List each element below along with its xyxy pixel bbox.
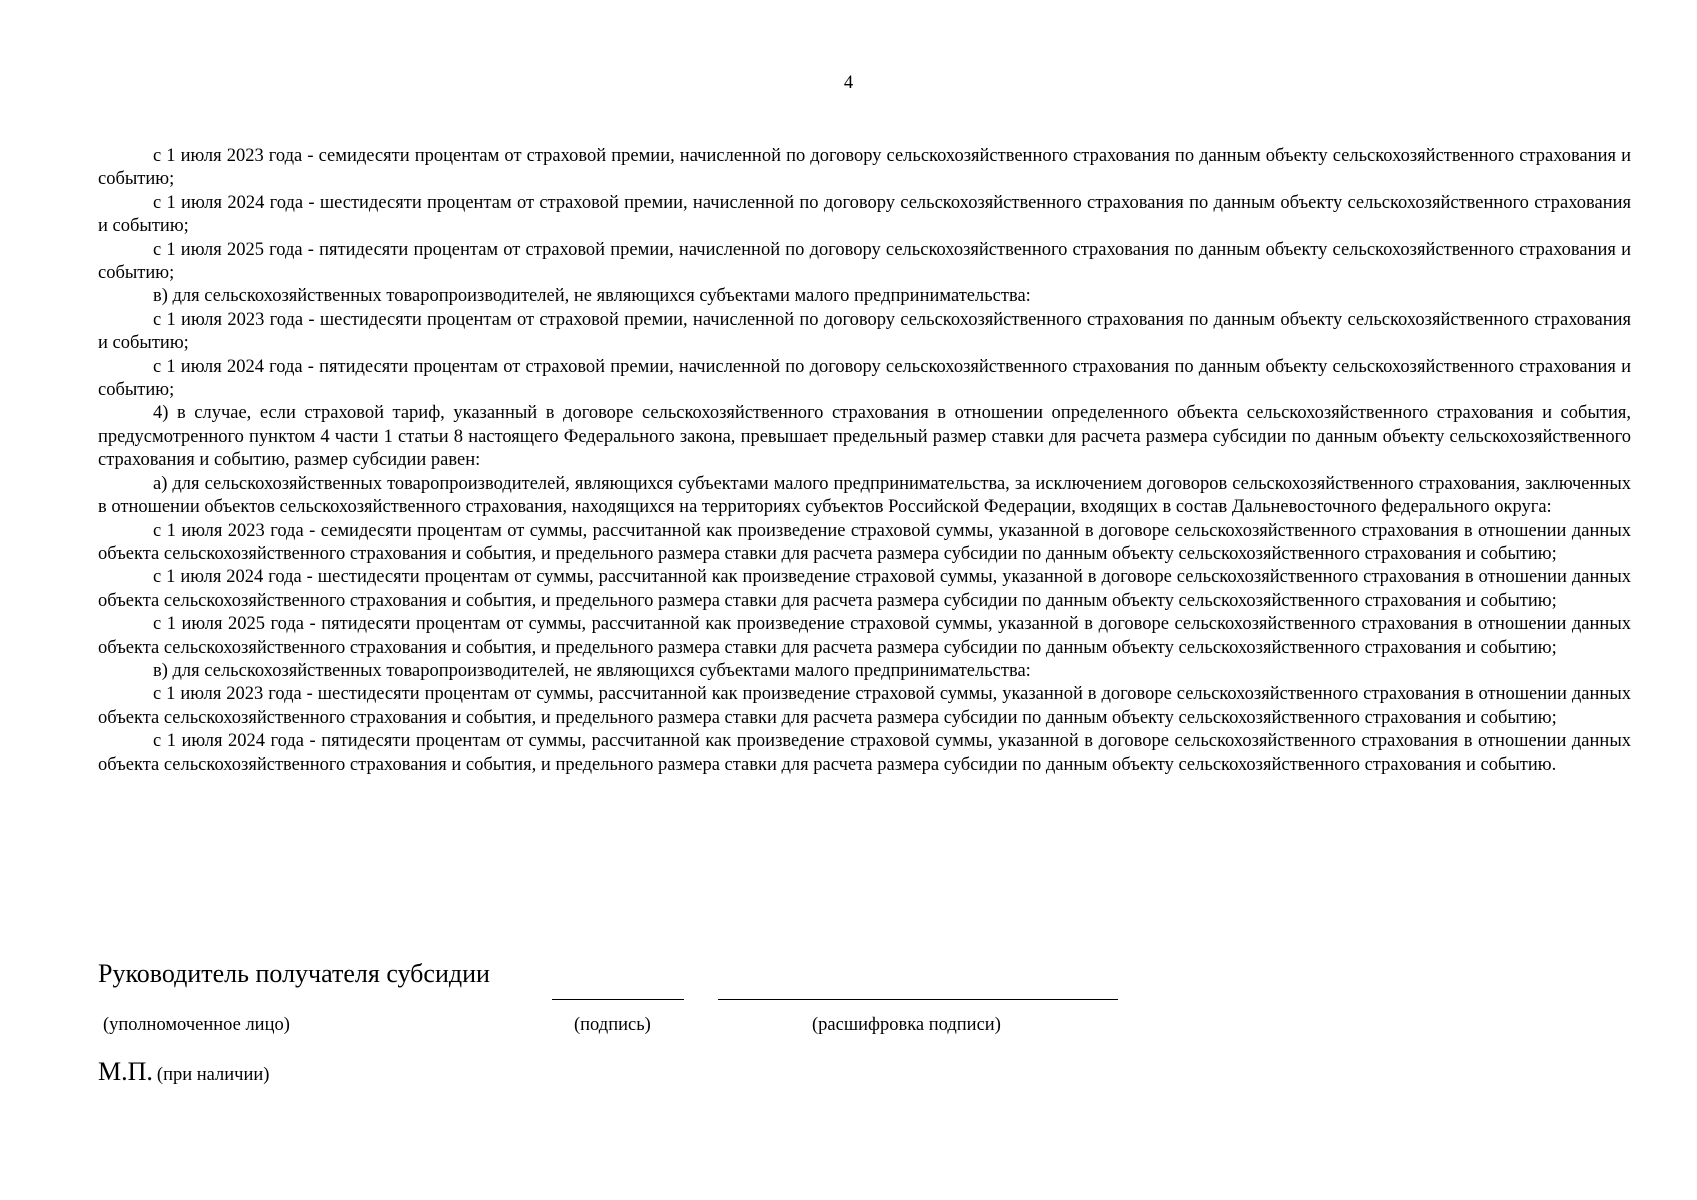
signature-line (552, 999, 684, 1000)
page-number: 4 (843, 73, 854, 93)
signature-decode-caption: (расшифровка подписи) (812, 1015, 1001, 1035)
stamp-label: М.П. (98, 1057, 153, 1086)
paragraph: с 1 июля 2023 года - семидесяти процентам от суммы, рассчитанной как произведение страховой суммы, указанной в договоре сельскохозяйственного страхования в отношении данных объекта сельскохозяйственного страхования и события, и предельного размера ставки для расчета размера субсидии по данным объекту сельскохозяйственного страхования и событию; (98, 520, 1631, 564)
paragraph: с 1 июля 2024 года - пятидесяти процентам от страховой премии, начисленной по договору сельскохозяйственного страхования по данным объекту сельскохозяйственного страхования и событию; (98, 356, 1631, 401)
stamp-place (98, 1056, 269, 1088)
paragraph: с 1 июля 2025 года - пятидесяти процентам от суммы, рассчитанной как произведение страховой суммы, указанной в договоре сельскохозяйственного страхования в отношении данных объекта сельскохозяйственного страхования и события, и предельного размера ставки для расчета размера субсидии по данным объекту сельскохозяйственного страхования и событию; (98, 614, 1631, 658)
paragraph: с 1 июля 2024 года - пятидесяти процентам от суммы, рассчитанной как произведение страховой суммы, указанной в договоре сельскохозяйственного страхования в отношении данных объекта сельскохозяйственного страхования и события, и предельного размера ставки для расчета размера субсидии по данным объекту сельскохозяйственного страхования и событию. (98, 731, 1631, 775)
signature-title: Руководитель получателя субсидии (98, 959, 490, 988)
signature-block (98, 958, 1098, 1098)
paragraph: с 1 июля 2023 года - семидесяти процентам от страховой премии, начисленной по договору сельскохозяйственного страхования по данным объекту сельскохозяйственного страхования и событию; (98, 146, 1631, 190)
signature-decode-line (718, 999, 1118, 1000)
paragraph: в) для сельскохозяйственных товаропроизводителей, не являющихся субъектами малого предпринимательства: (153, 660, 1031, 681)
paragraph: а) для сельскохозяйственных товаропроизводителей, являющихся субъектами малого предпринимательства, за исключением договоров сельскохозяйственного страхования, заключенных в отношении объектов сельскохозяйственного страхования, находящихся на территориях субъектов Российской Федерации, входящих в состав Дальневосточного федерального округа: (98, 473, 1631, 518)
paragraph: в) для сельскохозяйственных товаропроизводителей, не являющихся субъектами малого предпринимательства: (153, 286, 1031, 307)
document-body (98, 145, 1631, 777)
paragraph: с 1 июля 2023 года - шестидесяти процентам от страховой премии, начисленной по договору сельскохозяйственного страхования по данным объекту сельскохозяйственного страхования и событию; (98, 309, 1631, 354)
paragraph: с 1 июля 2025 года - пятидесяти процентам от страховой премии, начисленной по договору сельскохозяйственного страхования по данным объекту сельскохозяйственного страхования и событию; (98, 239, 1631, 284)
paragraph: с 1 июля 2024 года - шестидесяти процентам от суммы, рассчитанной как произведение страховой суммы, указанной в договоре сельскохозяйственного страхования в отношении данных объекта сельскохозяйственного страхования и события, и предельного размера ставки для расчета размера субсидии по данным объекту сельскохозяйственного страхования и событию; (98, 567, 1631, 611)
stamp-note: (при наличии) (156, 1065, 270, 1085)
authorized-person-caption: (уполномоченное лицо) (103, 1015, 290, 1035)
signature-caption: (подпись) (574, 1015, 651, 1035)
paragraph: с 1 июля 2023 года - шестидесяти процентам от суммы, рассчитанной как произведение страховой суммы, указанной в договоре сельскохозяйственного страхования в отношении данных объекта сельскохозяйственного страхования и события, и предельного размера ставки для расчета размера субсидии по данным объекту сельскохозяйственного страхования и событию; (98, 684, 1631, 728)
paragraph: 4) в случае, если страховой тариф, указанный в договоре сельскохозяйственного страхования в отношении определенного объекта сельскохозяйственного страхования и события, предусмотренного пунктом 4 части 1 статьи 8 настоящего Федерального закона, превышает предельный размер ставки для расчета размера субсидии по данным объекту сельскохозяйственного страхования и событию, размер субсидии равен: (98, 403, 1631, 471)
paragraph: с 1 июля 2024 года - шестидесяти процентам от страховой премии, начисленной по договору сельскохозяйственного страхования по данным объекту сельскохозяйственного страхования и событию; (98, 192, 1631, 237)
